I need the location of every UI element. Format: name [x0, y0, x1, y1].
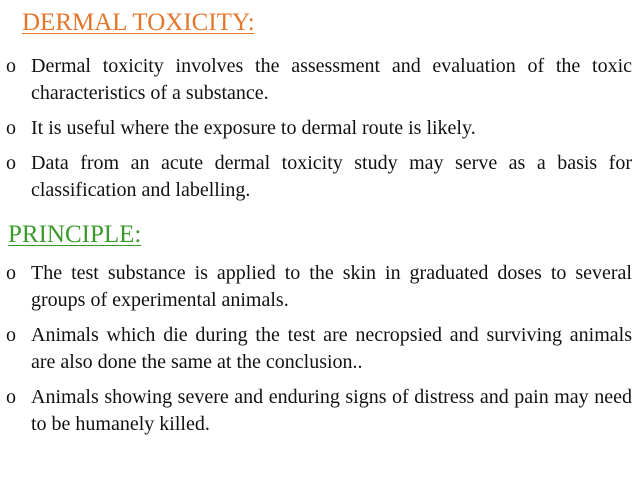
bullet-marker-icon: o: [6, 55, 16, 77]
bullet-item: [0, 322, 632, 376]
bullet-text: Animals showing severe and enduring signs of distress and pain may need to be humanely killed.: [31, 386, 632, 435]
heading-dermal-toxicity: DERMAL TOXICITY:: [22, 9, 255, 36]
bullet-marker-icon: o: [6, 152, 16, 174]
bullet-item: [0, 150, 632, 204]
bullet-marker-icon: o: [6, 262, 16, 284]
bullet-text: The test substance is applied to the skin in graduated doses to several groups of experimental animals.: [31, 262, 632, 311]
bullet-text: Animals which die during the test are necropsied and surviving animals are also done the same at the conclusion..: [31, 324, 632, 373]
bullet-text: Data from an acute dermal toxicity study may serve as a basis for classification and labelling.: [31, 152, 632, 201]
bullet-text: It is useful where the exposure to dermal route is likely.: [31, 117, 476, 139]
bullet-marker-icon: o: [6, 324, 16, 346]
bullet-item: [0, 53, 632, 107]
bullet-text: Dermal toxicity involves the assessment and evaluation of the toxic characteristics of a substance.: [31, 55, 632, 104]
bullet-marker-icon: o: [6, 386, 16, 408]
bullet-item: [0, 115, 632, 142]
heading-principle: PRINCIPLE:: [8, 221, 142, 248]
bullet-item: [0, 260, 632, 314]
bullet-item: [0, 384, 632, 438]
bullet-list-dermal-toxicity: [0, 53, 632, 212]
bullet-marker-icon: o: [6, 117, 16, 139]
bullet-list-principle: [0, 260, 632, 446]
